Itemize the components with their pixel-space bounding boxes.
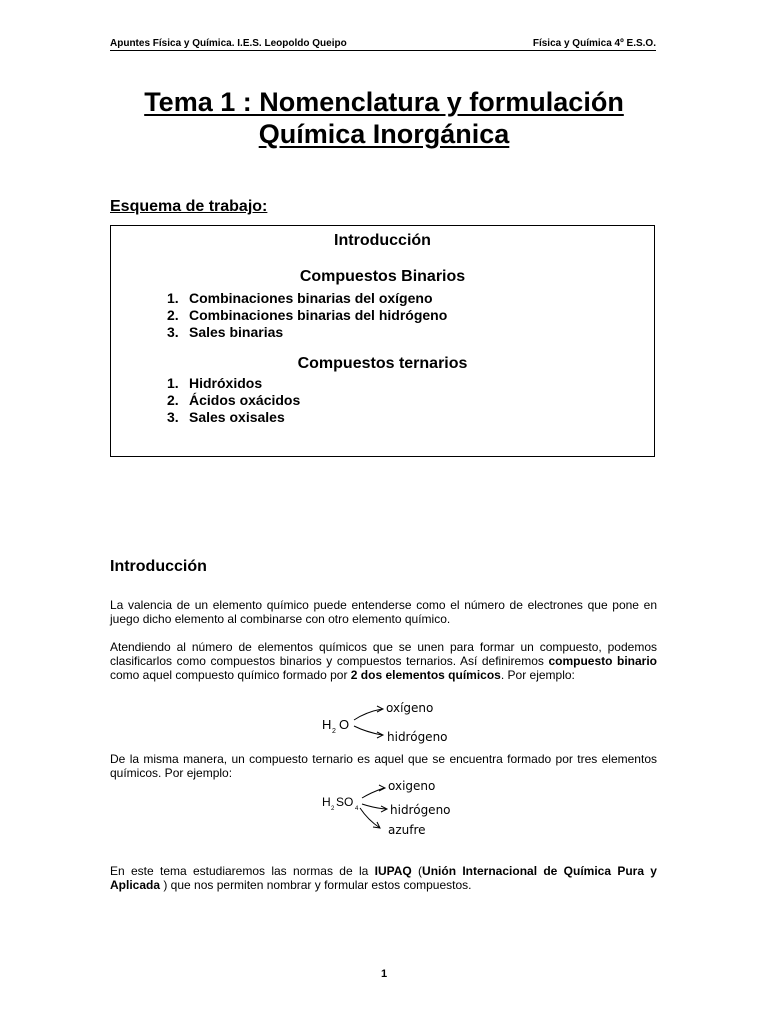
formula-h: H <box>322 795 331 809</box>
ternary-heading: Compuestos ternarios <box>297 355 468 372</box>
title-line-1: Tema 1 : Nomenclatura y formulación <box>144 87 624 117</box>
intro-paragraph-2: Atendiendo al número de elementos químicos que se unen para formar un compuesto, podemos clasificarlos como compuestos binarios y compuestos ternarios. Así definiremos compuesto binario como aquel compuesto químico formado por 2 dos elementos químicos. Por ejemplo: <box>110 640 658 682</box>
formula-subscript-2: 4 <box>355 806 359 812</box>
formula-subscript-1: 2 <box>331 806 335 812</box>
arrow-down <box>354 726 382 735</box>
binary-heading: Compuestos Binarios <box>299 268 466 285</box>
list-item: 2. Ácidos oxácidos <box>167 392 301 408</box>
list-item: 2. Combinaciones binarias del hidrógeno <box>167 307 448 323</box>
arrow-down <box>360 808 380 828</box>
list-item: 3. Sales binarias <box>167 324 284 340</box>
scheme-label: Esquema de trabajo: <box>110 198 268 215</box>
intro-paragraph-1: La valencia de un elemento químico puede entenderse como el número de electrones que pone en juego dicho elemento al combinarse con otro elemento químico. <box>110 598 657 626</box>
label-sulfur: azufre <box>388 823 426 837</box>
scheme-intro: Introducción <box>334 232 431 249</box>
intro-paragraph-3: De la misma manera, un compuesto ternario es aquel que se encuentra formado por tres elementos químicos. Por ejemplo: <box>110 752 657 780</box>
binary-list <box>111 290 654 341</box>
arrow-up <box>354 709 382 720</box>
label-hydrogen: hidrógeno <box>387 730 448 744</box>
intro-paragraph-4: En este tema estudiaremos las normas de la IUPAQ (Unión Internacional de Química Pura y Aplicada ) que nos permiten nombrar y formular estos compuestos. <box>110 864 657 892</box>
binary-compound-diagram <box>310 696 470 748</box>
label-oxygen: oxígeno <box>386 701 434 715</box>
ternary-list <box>111 375 654 426</box>
page-header <box>110 38 656 51</box>
header-right: Física y Química 4º E.S.O. <box>532 38 656 49</box>
formula-subscript: 2 <box>332 728 336 735</box>
label-oxygen: oxigeno <box>388 779 436 793</box>
page-title <box>0 86 768 150</box>
ternary-compound-diagram <box>310 778 470 840</box>
page-number: 1 <box>380 968 388 980</box>
header-left: Apuntes Física y Química. I.E.S. Leopoldo Queipo <box>110 38 347 49</box>
list-item: 3. Sales oxisales <box>167 409 285 425</box>
formula-o: O <box>339 717 350 732</box>
arrow-up <box>362 788 384 798</box>
intro-heading: Introducción <box>110 558 207 575</box>
list-item: 1. Combinaciones binarias del oxígeno <box>167 290 433 306</box>
label-hydrogen: hidrógeno <box>390 803 451 817</box>
scheme-box <box>110 225 655 457</box>
formula-h: H <box>322 717 332 732</box>
title-line-2: Química Inorgánica <box>258 119 510 149</box>
formula-so: SO <box>336 795 354 809</box>
list-item: 1. Hidróxidos <box>167 375 263 391</box>
